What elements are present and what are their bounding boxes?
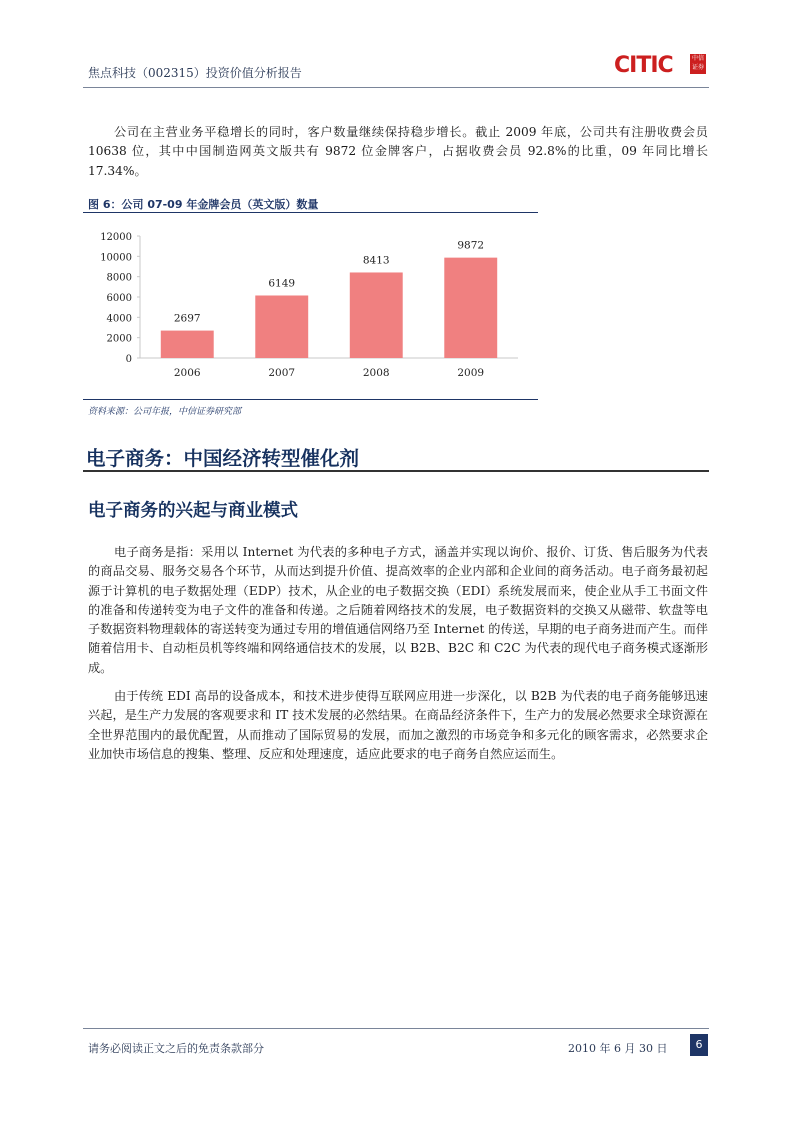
bar-2009 — [444, 258, 497, 358]
x-tick-label-2006: 2006 — [173, 367, 201, 379]
x-tick-label-2009: 2009 — [457, 367, 485, 379]
logo-box-text: 中信证券 — [690, 54, 706, 74]
data-label-2008: 8413 — [362, 254, 390, 267]
citic-logo — [614, 52, 706, 80]
footer-disclaimer: 请务必阅读正文之后的免责条款部分 — [88, 1042, 264, 1055]
report-title: 焦点科技（002315）投资价值分析报告 — [88, 66, 302, 80]
bar-2007 — [255, 295, 308, 358]
y-tick-label: 2000 — [106, 333, 132, 345]
y-tick-label: 0 — [125, 354, 132, 365]
footer-rule — [83, 1028, 709, 1029]
figure-bottom-rule — [83, 399, 538, 400]
data-label-2007: 6149 — [268, 277, 296, 290]
bar-2006 — [161, 331, 214, 358]
footer-date: 2010 年 6 月 30 日 — [568, 1042, 668, 1055]
y-tick-label: 10000 — [100, 252, 132, 264]
gold-member-bar-chart — [88, 222, 528, 392]
figure-top-rule — [83, 212, 538, 213]
logo-text: CITIC — [614, 53, 673, 78]
paragraph-2: 由于传统 EDI 高昂的设备成本，和技术进步使得互联网应用进一步深化，以 B2B 为代表的电子商务能够迅速兴起，是生产力发展的客观要求和 IT 技术发展的必然结果。在商品经济条件下，生产力的发展必然要求全球资源在全世界范围内的最优配置，从而推动了国际贸易的发展，而加之激烈的市场竞争和多元化的顾客需求，必然要求企业加快市场信息的搜集、整理、反应和处理速度，适应此要求的电子商务自然应运而生。 — [88, 689, 708, 761]
y-tick-label: 8000 — [106, 272, 132, 284]
data-label-2009: 9872 — [457, 239, 485, 252]
y-tick-label: 12000 — [100, 232, 132, 243]
header-rule — [83, 87, 709, 88]
y-tick-label: 4000 — [106, 313, 132, 325]
subsection-heading: 电子商务的兴起与商业模式 — [88, 501, 298, 521]
y-tick-label: 6000 — [106, 293, 132, 304]
section-heading: 电子商务：中国经济转型催化剂 — [86, 447, 360, 470]
paragraph-1: 电子商务是指：采用以 Internet 为代表的多种电子方式，涵盖并实现以询价、报价、订货、售后服务为代表的商品交易、服务交易各个环节，从而达到提升价值、提高效率的企业内部和企业间的商务活动。电子商务最初起源于计算机的电子数据处理（EDP）技术，从企业的电子数据交换（EDI）系统发展而来，使企业从手工书面文件的准备和传递转变为电子文件的准备和传递。之后随着网络技术的发展，电子数据资料的交换又从磁带、软盘等电子数据资料物理载体的寄送转变为通过专用的增值通信网络乃至 Internet 的传送，早期的电子商务进而产生。而伴随着信用卡、自动柜员机等终端和网络通信技术的发展，以 B2B、B2C 和 C2C 为代表的现代电子商务模式逐渐形成。 — [88, 545, 708, 675]
bar-2008 — [350, 272, 403, 358]
section-rule — [83, 470, 709, 472]
x-tick-label-2008: 2008 — [362, 367, 390, 379]
figure-source: 资料来源：公司年报，中信证券研究部 — [88, 407, 242, 417]
page-number: 6 — [690, 1034, 708, 1056]
intro-paragraph: 公司在主营业务平稳增长的同时，客户数量继续保持稳步增长。截止 2009 年底，公司共有注册收费会员 10638 位，其中中国制造网英文版共有 9872 位金牌客户，占据收费会员 92.8%的比重，09 年同比增长 17.34%。 — [88, 125, 708, 178]
x-tick-label-2007: 2007 — [268, 367, 296, 379]
data-label-2006: 2697 — [173, 312, 201, 325]
figure-title: 图 6：公司 07-09 年金牌会员（英文版）数量 — [88, 198, 319, 211]
